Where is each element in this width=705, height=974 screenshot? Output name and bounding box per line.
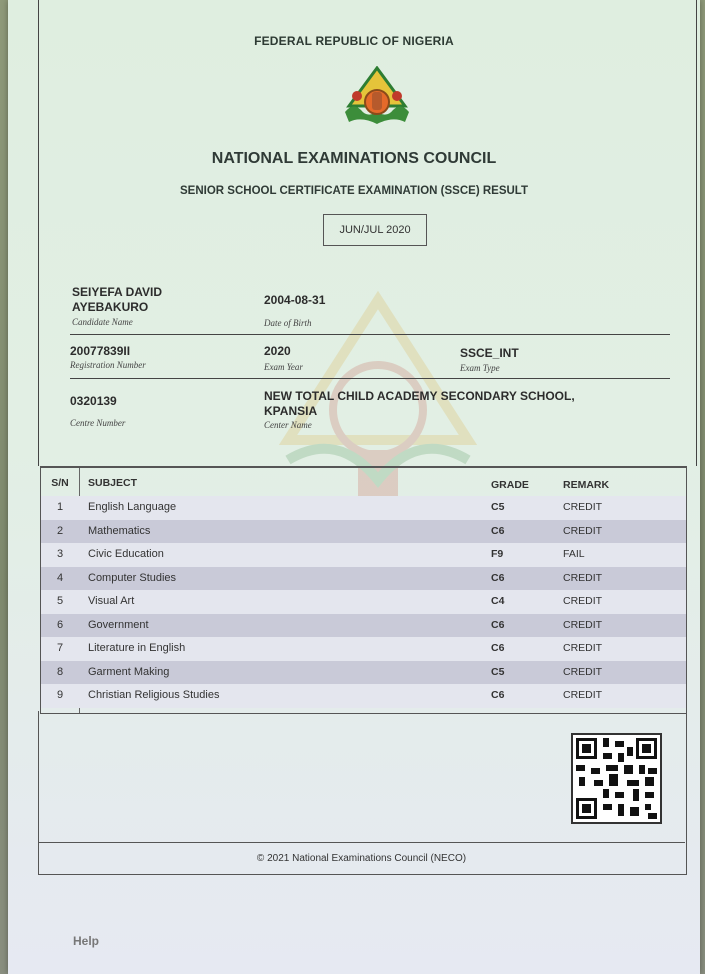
row-subject: Christian Religious Studies [88,689,220,701]
country-heading: FEDERAL REPUBLIC OF NIGERIA [254,34,454,48]
row-subject: Government [88,618,149,631]
row-subject: Visual Art [88,595,135,607]
row-sn: 7 [56,642,64,654]
exam-type-label: Exam Type [460,363,500,373]
qr-code-icon [571,733,662,824]
header-subject: SUBJECT [88,477,138,489]
row-grade: C6 [491,524,505,537]
divider-2 [70,378,670,379]
table-row [41,684,686,708]
row-remark: CREDIT [563,595,603,607]
council-title: NATIONAL EXAMINATIONS COUNCIL [211,150,497,167]
row-sn: 5 [56,595,64,607]
table-row [41,496,686,520]
candidate-name-label: Candidate Name [72,317,133,327]
row-subject: Garment Making [88,665,170,678]
exam-year-value: 2020 [264,344,291,358]
row-subject: Computer Studies [88,571,177,584]
table-row [41,543,686,567]
table-header [41,468,686,495]
centre-number-label: Centre Number [70,418,126,428]
table-row [41,567,686,591]
row-grade: C5 [491,665,505,678]
row-sn: 1 [56,501,64,513]
session-box [323,214,427,246]
row-remark: CREDIT [563,524,603,537]
row-subject: Civic Education [88,548,164,560]
row-remark: CREDIT [563,689,603,701]
row-grade: C6 [491,642,505,654]
centre-name-line2: KPANSIA [264,404,318,418]
table-row [41,661,686,685]
results-table [40,466,687,714]
registration-label: Registration Number [70,360,146,370]
header-remark: REMARK [563,479,610,491]
row-grade: C6 [491,618,505,631]
candidate-name-line1: SEIYEFA DAVID [72,285,163,299]
row-sn: 6 [56,618,64,631]
row-sn: 3 [56,548,64,560]
centre-name-label: Center Name [264,420,312,430]
row-remark: CREDIT [563,642,603,654]
exam-year-label: Exam Year [264,362,303,372]
session-text: JUN/JUL 2020 [339,224,411,236]
dob-value: 2004-08-31 [264,293,326,307]
centre-number: 0320139 [70,394,117,408]
help-link[interactable]: Help [73,934,100,948]
row-sn: 4 [56,571,64,584]
row-subject: Mathematics [88,524,151,537]
row-sn: 8 [56,665,64,678]
row-sn: 2 [56,524,64,537]
result-sheet [8,0,700,974]
row-sn: 9 [56,689,64,701]
neco-logo-icon [341,66,413,128]
divider-1 [70,334,670,335]
table-row [41,520,686,544]
header-grade: GRADE [491,479,529,491]
table-row [41,637,686,661]
header-sn: S/N [51,477,69,489]
exam-title: SENIOR SCHOOL CERTIFICATE EXAMINATION (SSCE) RESULT [180,185,528,197]
row-grade: C6 [491,689,505,701]
candidate-name-line2: AYEBAKURO [72,300,149,314]
row-grade: F9 [491,548,504,560]
dob-label: Date of Birth [264,318,312,328]
row-remark: CREDIT [563,501,603,513]
row-remark: CREDIT [563,618,603,631]
exam-type-value: SSCE_INT [460,346,519,360]
row-subject: English Language [88,501,177,513]
table-row [41,614,686,638]
table-row [41,590,686,614]
row-grade: C4 [491,595,505,607]
copyright-text: © 2021 National Examinations Council (NECO) [38,842,685,875]
row-grade: C6 [491,571,505,584]
row-remark: FAIL [563,548,585,560]
registration-number: 20077839II [70,344,131,358]
row-remark: CREDIT [563,571,603,584]
centre-name-line1: NEW TOTAL CHILD ACADEMY SECONDARY SCHOOL, [264,389,575,403]
row-grade: C5 [491,501,505,513]
row-subject: Literature in English [88,642,186,654]
row-remark: CREDIT [563,665,603,678]
